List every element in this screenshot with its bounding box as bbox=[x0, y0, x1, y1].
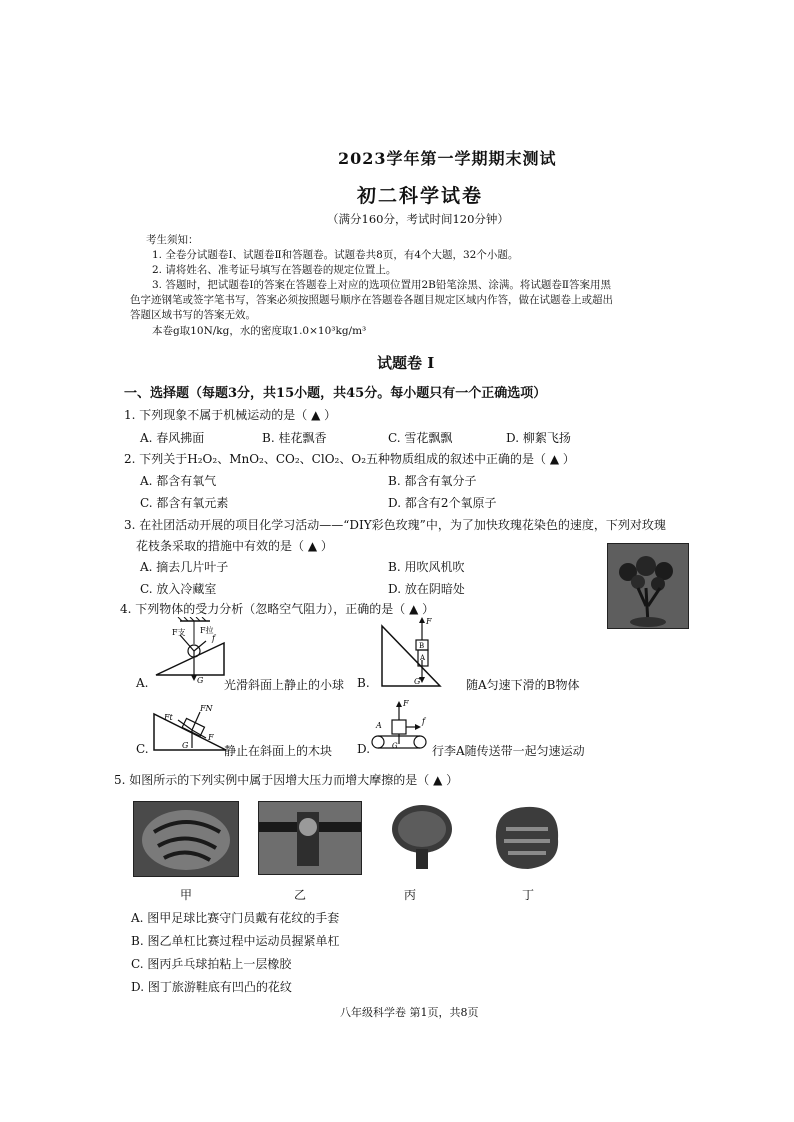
rose-photo bbox=[607, 543, 689, 629]
q2-option-d: D. 都含有2个氧原子 bbox=[388, 496, 497, 510]
q4-b-text: 随A匀速下滑的B物体 bbox=[466, 678, 580, 692]
q4-d-label: D. bbox=[357, 742, 371, 756]
q4-a-g-label: G bbox=[197, 676, 204, 685]
q3-option-c: C. 放入冷藏室 bbox=[140, 582, 217, 596]
q3-option-a: A. 摘去几片叶子 bbox=[140, 560, 229, 574]
q4-b-force-label: F bbox=[426, 617, 432, 626]
q1-option-d: D. 柳絮飞扬 bbox=[506, 431, 571, 445]
part-title: 一、选择题（每题3分，共15小题，共45分。每小题只有一个正确选项） bbox=[124, 386, 547, 401]
q2-option-b: B. 都含有氧分子 bbox=[388, 474, 477, 488]
q3-option-b: B. 用吹风机吹 bbox=[388, 560, 465, 574]
q4-b-label: B. bbox=[357, 676, 370, 690]
q5-photo-ding bbox=[488, 799, 566, 875]
q5-caption-yi: 乙 bbox=[294, 888, 307, 902]
q4-a-f-label: f bbox=[212, 634, 215, 643]
paper-title: 初二科学试卷 bbox=[357, 185, 484, 207]
q4-b-block-a-label: A bbox=[420, 654, 426, 662]
q4-stem: 4. 下列物体的受力分析（忽略空气阻力），正确的是（ ▲ ） bbox=[120, 602, 435, 616]
q4-c-force-label: F bbox=[208, 733, 214, 742]
q4-b-g-label: G bbox=[414, 677, 421, 686]
q4-d-diagram bbox=[368, 698, 430, 758]
score-time: （满分160分，考试时间120分钟） bbox=[327, 212, 509, 226]
q1-stem: 1. 下列现象不属于机械运动的是（ ▲ ） bbox=[124, 408, 337, 422]
q5-caption-ding: 丁 bbox=[522, 888, 535, 902]
notice-line: 答题区域书写的答案无效。 bbox=[130, 309, 256, 321]
q4-d-f-label: f bbox=[422, 717, 425, 726]
q3-stem-line1: 3. 在社团活动开展的项目化学习活动——“DIY彩色玫瑰”中，为了加快玫瑰花染色的速度，下列对玫瑰 bbox=[124, 518, 666, 532]
q4-c-ft-label: Ft bbox=[164, 713, 173, 722]
q1-option-a: A. 春风拂面 bbox=[140, 431, 205, 445]
notice-line: 本卷g取10N/kg，水的密度取1.0×10³kg/m³ bbox=[152, 325, 367, 337]
q5-caption-jia: 甲 bbox=[180, 888, 193, 902]
notice-line: 色字迹钢笔或签字笔书写，答案必须按照题号顺序在答题卷各题目规定区域内作答，做在试题卷上或超出 bbox=[130, 294, 613, 306]
q4-d-g-label: G bbox=[392, 742, 398, 750]
section-title: 试题卷 Ⅰ bbox=[377, 354, 435, 372]
q2-option-a: A. 都含有氧气 bbox=[140, 474, 217, 488]
q5-photo-jia bbox=[133, 801, 239, 877]
q2-option-c: C. 都含有氧元素 bbox=[140, 496, 229, 510]
q5-option-b: B. 图乙单杠比赛过程中运动员握紧单杠 bbox=[131, 934, 340, 948]
q4-c-text: 静止在斜面上的木块 bbox=[224, 744, 333, 758]
q3-stem-line2: 花枝条采取的措施中有效的是（ ▲ ） bbox=[136, 539, 333, 553]
notice-line: 1. 全卷分试题卷Ⅰ、试题卷Ⅱ和答题卷。试题卷共8页，有4个大题，32个小题。 bbox=[152, 249, 519, 261]
q4-b-diagram bbox=[378, 614, 458, 694]
q4-a-fpull-label: F拉 bbox=[200, 626, 214, 635]
notice-line: 2. 请将姓名、准考证号填写在答题卷的规定位置上。 bbox=[152, 264, 397, 276]
q4-d-force-label: F bbox=[403, 699, 409, 708]
q2-stem: 2. 下列关于H₂O₂、MnO₂、CO₂、ClO₂、O₂五种物质组成的叙述中正确的是（ ▲ ） bbox=[124, 452, 575, 466]
q5-photo-yi bbox=[258, 801, 362, 875]
q4-c-g-label: G bbox=[182, 741, 189, 750]
q1-option-c: C. 雪花飘飘 bbox=[388, 431, 453, 445]
notice-line: 3. 答题时，把试题卷Ⅰ的答案在答题卷上对应的选项位置用2B铅笔涂黑、涂满。将试题卷Ⅱ答案用黑 bbox=[152, 279, 612, 291]
q4-a-label: A. bbox=[136, 676, 149, 690]
q1-option-b: B. 桂花飘香 bbox=[262, 431, 327, 445]
q5-option-a: A. 图甲足球比赛守门员戴有花纹的手套 bbox=[131, 911, 340, 925]
q4-c-fn-label: FN bbox=[200, 704, 213, 713]
q5-photo-bing bbox=[378, 801, 466, 873]
notice-heading: 考生须知： bbox=[146, 234, 199, 246]
q4-c-diagram bbox=[150, 700, 230, 756]
q4-b-block-b-label: B bbox=[419, 642, 425, 650]
q4-a-fn-label: F支 bbox=[172, 628, 186, 637]
q5-option-c: C. 图丙乒乓球拍粘上一层橡胶 bbox=[131, 957, 292, 971]
q4-a-text: 光滑斜面上静止的小球 bbox=[224, 678, 345, 692]
q5-stem: 5. 如图所示的下列实例中属于因增大压力而增大摩擦的是（ ▲ ） bbox=[114, 773, 459, 787]
q3-option-d: D. 放在阴暗处 bbox=[388, 582, 465, 596]
q4-c-label: C. bbox=[136, 742, 149, 756]
page-footer: 八年级科学卷 第1页，共8页 bbox=[340, 1006, 479, 1019]
exam-title: 2023学年第一学期期末测试 bbox=[338, 149, 557, 168]
q5-caption-bing: 丙 bbox=[404, 888, 417, 902]
q5-option-d: D. 图丁旅游鞋底有凹凸的花纹 bbox=[131, 980, 292, 994]
q4-d-a-label: A bbox=[376, 721, 382, 730]
q4-a-diagram bbox=[150, 617, 230, 687]
q4-d-text: 行李A随传送带一起匀速运动 bbox=[432, 744, 585, 758]
